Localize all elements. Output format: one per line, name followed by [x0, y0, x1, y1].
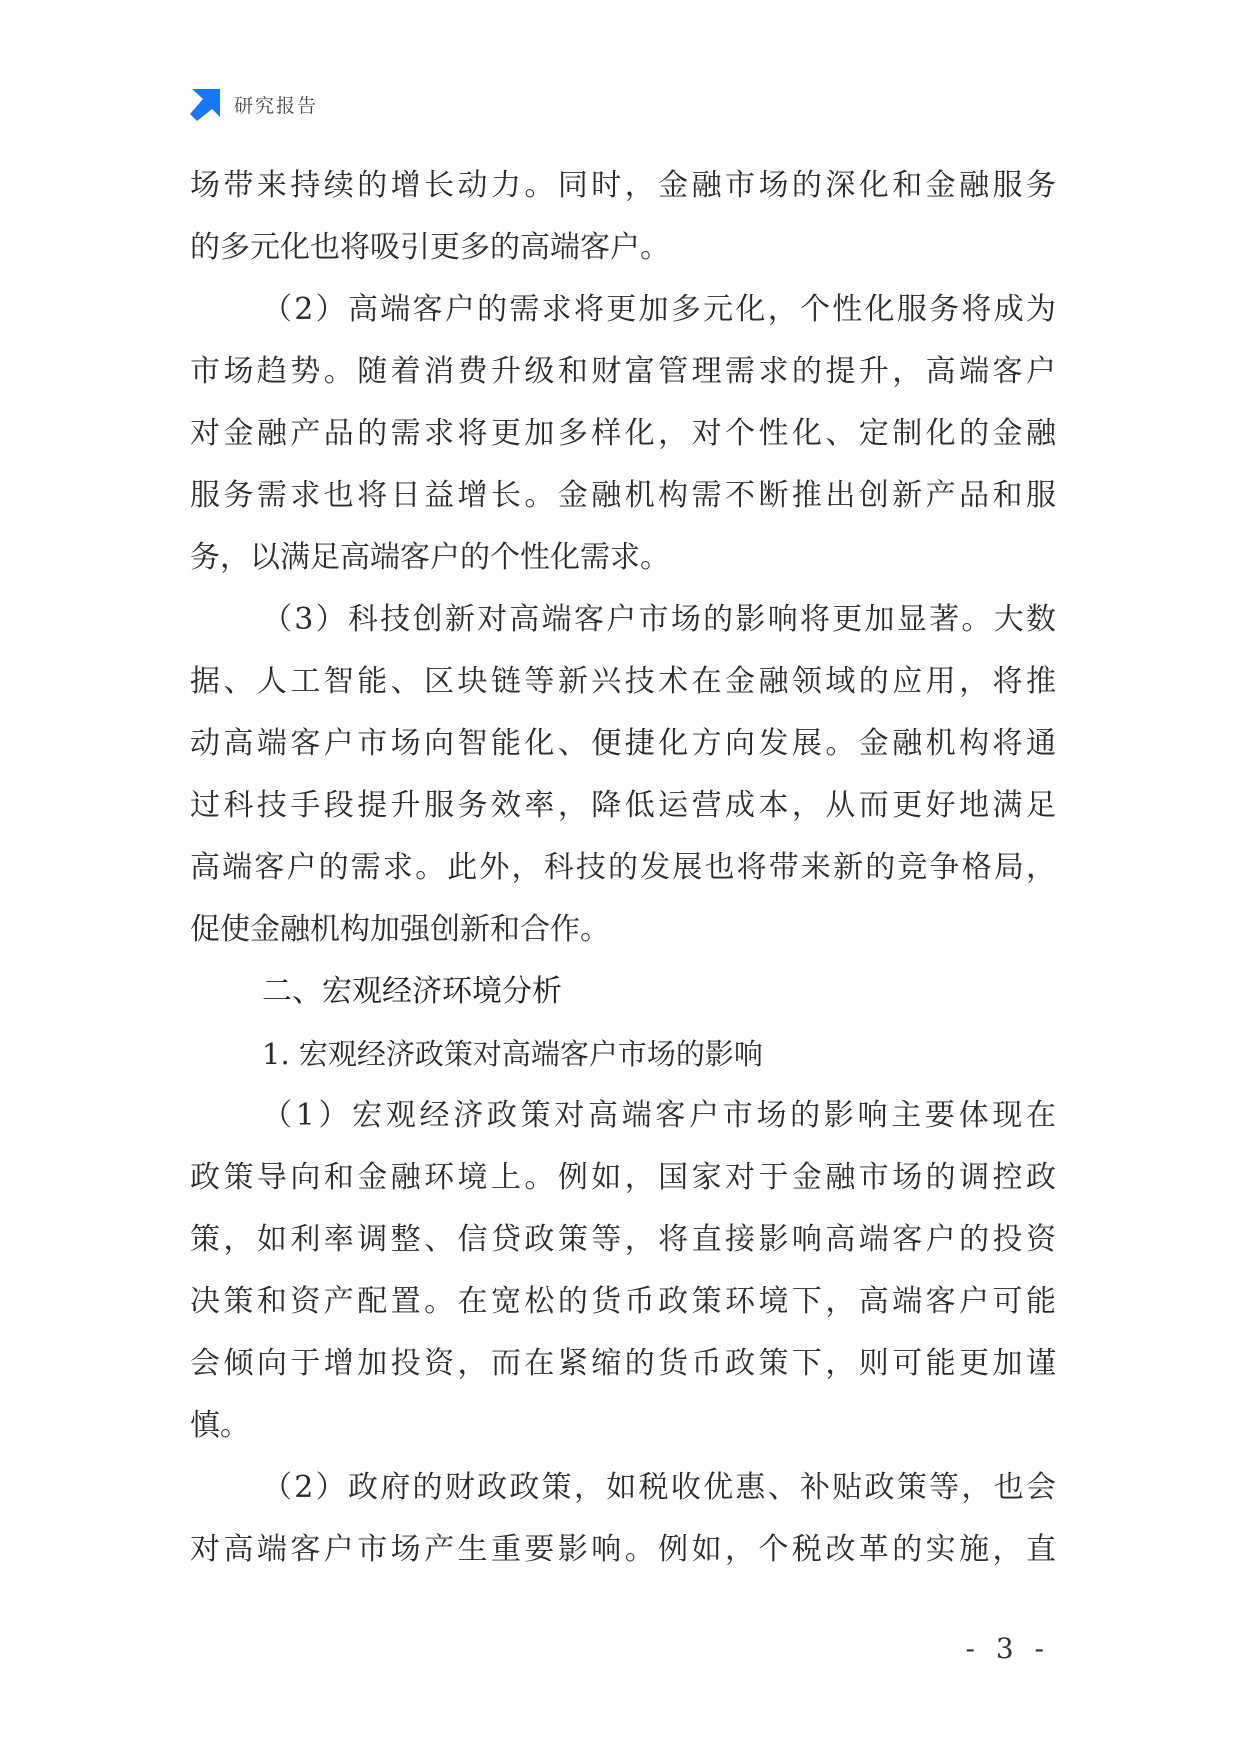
paragraph-line: 务，以满足高端客户的个性化需求。	[190, 540, 670, 575]
paragraph-line: 服务需求也将日益增长。金融机构需不断推出创新产品和服	[190, 478, 1056, 513]
paragraph-line: 策，如利率调整、信贷政策等，将直接影响高端客户的投资	[190, 1222, 1056, 1257]
paragraph-line: 市场趋势。随着消费升级和财富管理需求的提升，高端客户	[190, 354, 1056, 389]
paragraph-line: （1）宏观经济政策对高端客户市场的影响主要体现在	[262, 1098, 1056, 1133]
paragraph-line: 过科技手段提升服务效率，降低运营成本，从而更好地满足	[190, 788, 1056, 823]
paragraph-line: 动高端客户市场向智能化、便捷化方向发展。金融机构将通	[190, 726, 1056, 761]
arrow-up-right-icon	[188, 87, 222, 121]
paragraph-line: 据、人工智能、区块链等新兴技术在金融领域的应用，将推	[190, 664, 1056, 699]
paragraph-line: 场带来持续的增长动力。同时，金融市场的深化和金融服务	[190, 168, 1056, 203]
paragraph-line: 的多元化也将吸引更多的高端客户。	[190, 230, 670, 265]
subsection-heading: 1. 宏观经济政策对高端客户市场的影响	[262, 1037, 763, 1071]
paragraph-line: 慎。	[190, 1408, 250, 1443]
paragraph-line: 政策导向和金融环境上。例如，国家对于金融市场的调控政	[190, 1160, 1056, 1195]
section-heading: 二、宏观经济环境分析	[262, 974, 562, 1009]
paragraph-line: 会倾向于增加投资，而在紧缩的货币政策下，则可能更加谨	[190, 1346, 1056, 1381]
paragraph-line: 对高端客户市场产生重要影响。例如，个税改革的实施，直	[190, 1532, 1056, 1567]
body-text	[190, 155, 1056, 1581]
header-title: 研究报告	[234, 94, 319, 117]
paragraph-line: 高端客户的需求。此外，科技的发展也将带来新的竞争格局，	[190, 850, 1056, 885]
paragraph-line: （3）科技创新对高端客户市场的影响将更加显著。大数	[262, 602, 1056, 637]
paragraph-line: （2）高端客户的需求将更加多元化，个性化服务将成为	[262, 292, 1056, 327]
page-header	[188, 86, 318, 122]
paragraph-line: 决策和资产配置。在宽松的货币政策环境下，高端客户可能	[190, 1284, 1056, 1319]
paragraph-line: 促使金融机构加强创新和合作。	[190, 912, 610, 947]
page-number: - 3 -	[965, 1632, 1050, 1665]
paragraph-line: 对金融产品的需求将更加多样化，对个性化、定制化的金融	[190, 416, 1056, 451]
paragraph-line: （2）政府的财政政策，如税收优惠、补贴政策等，也会	[262, 1470, 1056, 1505]
